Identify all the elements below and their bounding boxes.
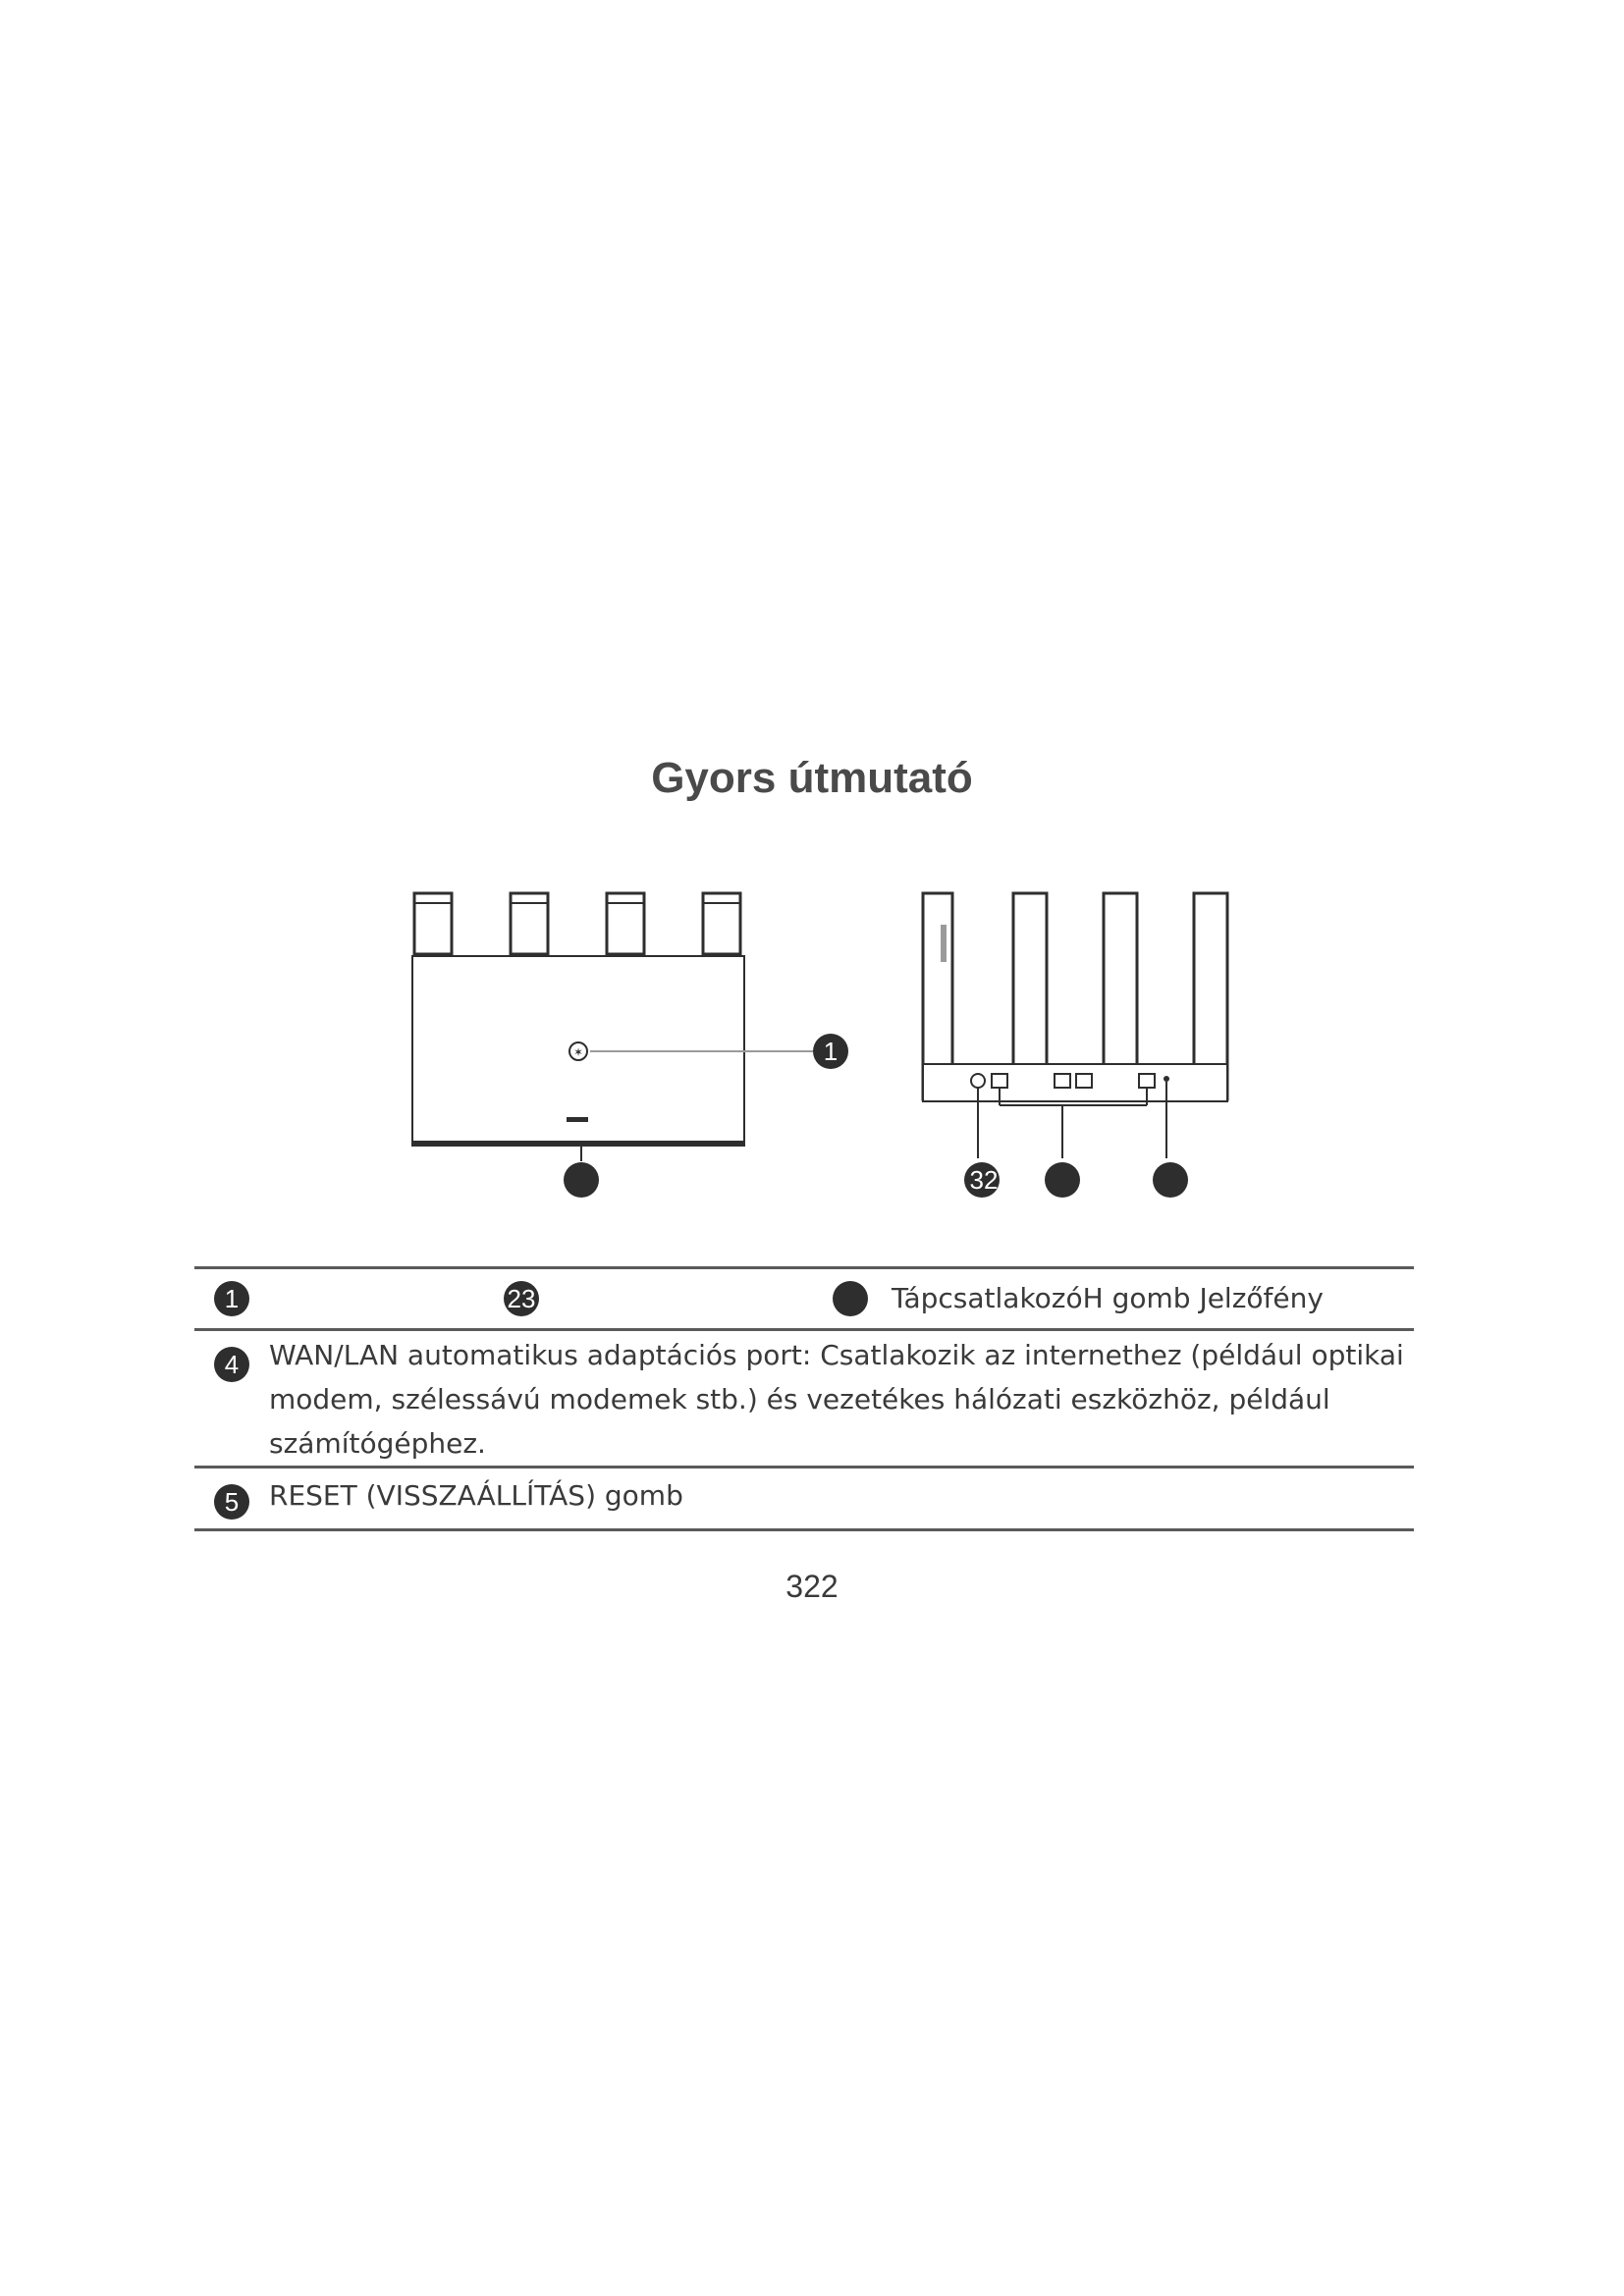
- legend-badge-4: 4: [214, 1347, 249, 1382]
- callout-lan-back: [1045, 1162, 1080, 1198]
- page-number: 322: [785, 1569, 839, 1604]
- legend-badge-1: 1: [214, 1281, 249, 1316]
- callout-32-back: [964, 1162, 1000, 1198]
- callout-32-label: 32: [969, 1165, 999, 1195]
- legend-row-5: [194, 1466, 1414, 1531]
- front-antenna-4: [703, 893, 740, 954]
- front-antenna-1: [414, 893, 452, 954]
- callout-wan-back: [1153, 1162, 1188, 1198]
- legend-badge-23: 23: [504, 1281, 539, 1316]
- legend-table: [194, 1266, 1414, 1531]
- front-antenna-3: [607, 893, 644, 954]
- legend-row-5-text: RESET (VISSZAÁLLÍTÁS) gomb: [269, 1479, 683, 1512]
- callout-1-label: 1: [823, 1037, 839, 1066]
- svg-text:✶: ✶: [572, 1045, 584, 1059]
- legend-badge-5: 5: [214, 1484, 249, 1520]
- callout-bottom-front: [564, 1162, 599, 1198]
- legend-row-4-text: WAN/LAN automatikus adaptációs port: Csatlakozik az internethez (például optikai modem, szélessávú modemek stb.) és vezetékes hálózati eszközhöz, például számítógéphez.: [269, 1339, 1404, 1460]
- legend-row-4: [194, 1328, 1414, 1466]
- callout-1-front: [813, 1034, 848, 1069]
- page-title: Gyors útmutató: [651, 754, 973, 802]
- legend-badge-blank: [833, 1281, 868, 1316]
- router-front-view: [412, 893, 813, 1161]
- router-back-view: [923, 893, 1227, 1158]
- front-antenna-2: [511, 893, 548, 954]
- legend-row-1: [194, 1266, 1414, 1328]
- legend-row-1-text: TápcsatlakozóH gomb Jelzőfény: [892, 1282, 1324, 1314]
- router-illustration: [0, 864, 1624, 1217]
